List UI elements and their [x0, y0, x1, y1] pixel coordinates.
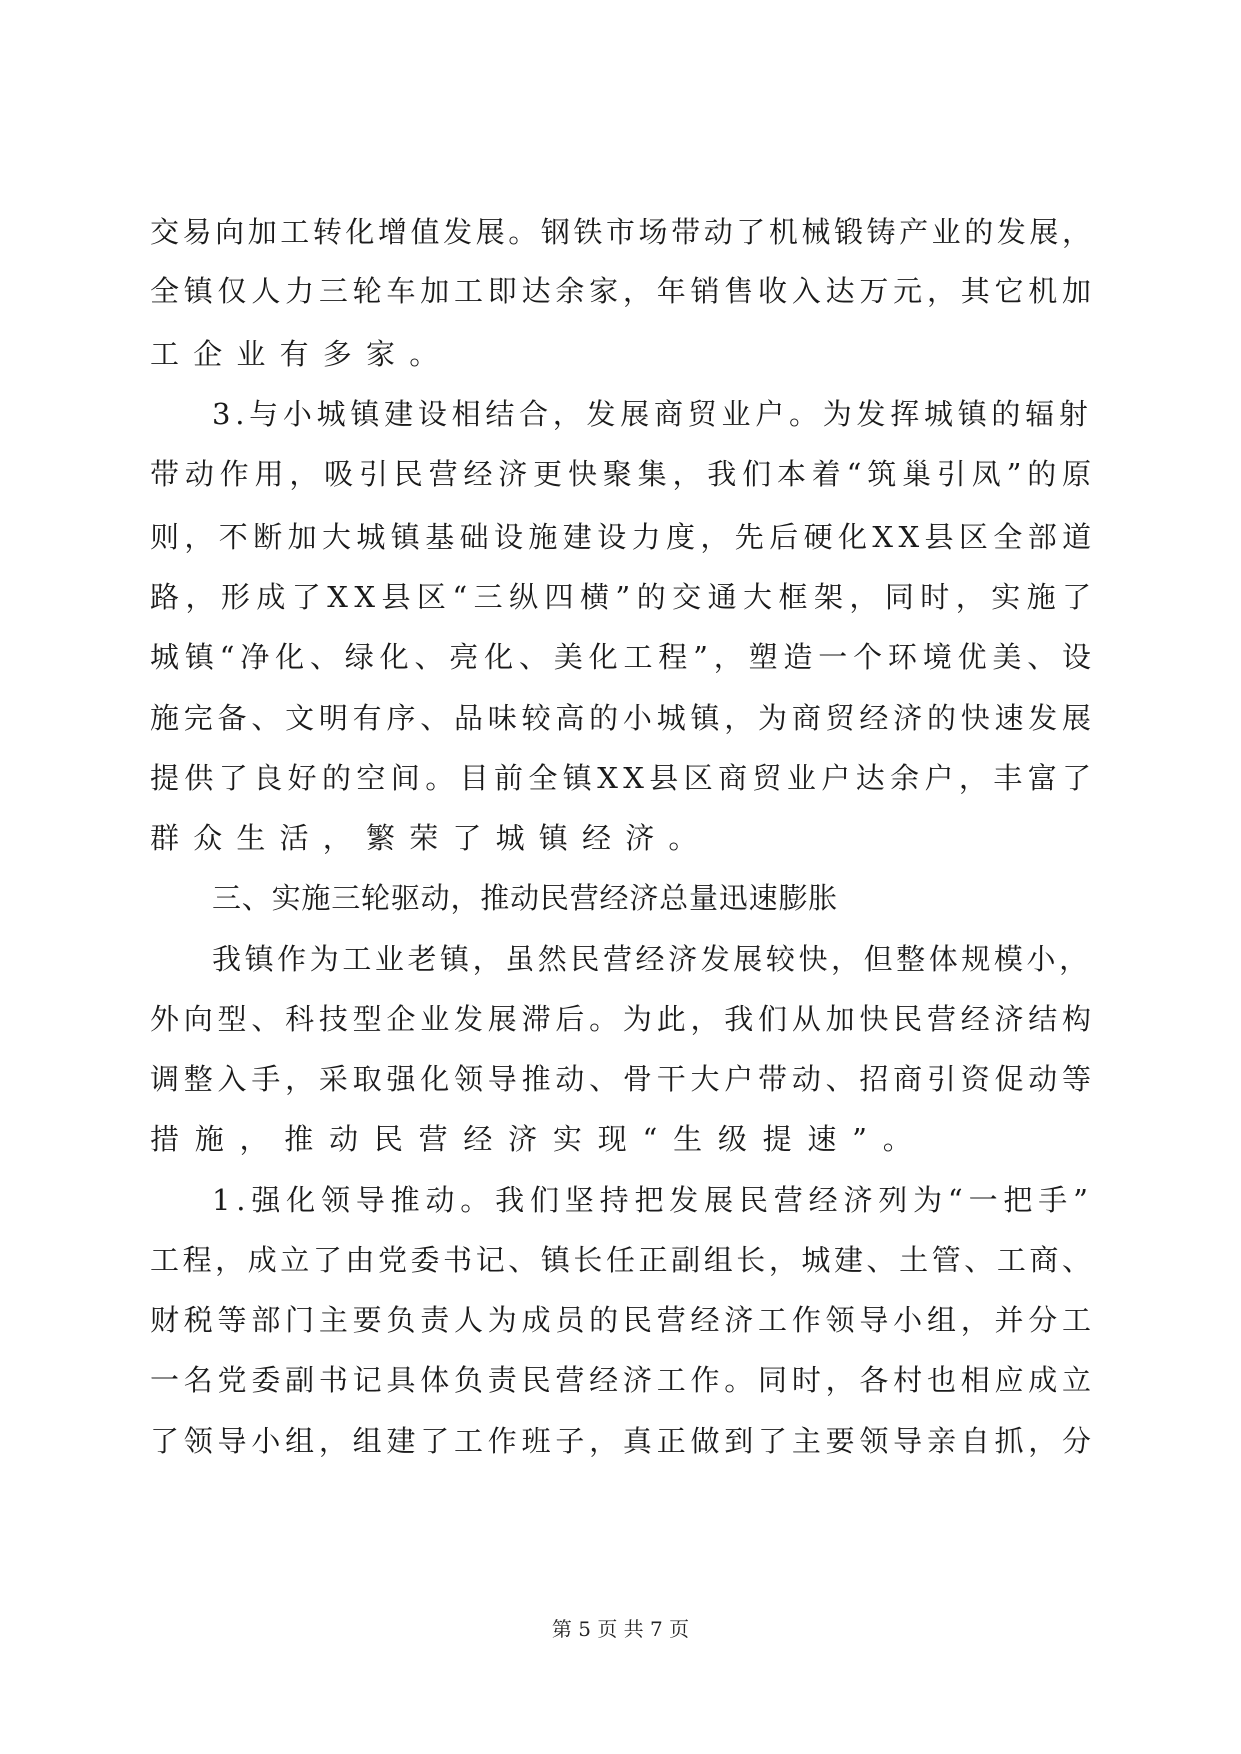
- text-line: [0, 577, 1241, 617]
- text-line-content: 城镇“净化、绿化、亮化、美化工程”，塑造一个环境优美、设: [150, 640, 1097, 674]
- text-line-content: 3.与小城镇建设相结合，发展商贸业户。为发挥城镇的辐射: [212, 397, 1093, 431]
- text-line-content: 工企业有多家。: [150, 337, 453, 371]
- text-line-content: 路，形成了XX县区“三纵四横”的交通大框架，同时，实施了: [150, 580, 1098, 614]
- text-line: [0, 517, 1241, 557]
- text-line: [0, 1119, 1241, 1159]
- text-line: [0, 1240, 1241, 1280]
- text-line-content: 我镇作为工业老镇，虽然民营经济发展较快，但整体规模小，: [212, 942, 1092, 976]
- text-line-content: 全镇仅人力三轮车加工即达余家，年销售收入达万元，其它机加: [150, 274, 1096, 308]
- text-line: [0, 334, 1241, 374]
- text-line-content: 群众生活，繁荣了城镇经济。: [150, 821, 712, 855]
- text-line: [0, 999, 1241, 1039]
- text-line-content: 1.强化领导推动。我们坚持把发展民营经济列为“一把手”: [212, 1183, 1094, 1217]
- text-line: [0, 637, 1241, 677]
- text-line-content: 带动作用，吸引民营经济更快聚集，我们本着“筑巢引凤”的原: [150, 457, 1097, 491]
- text-line: [0, 394, 1241, 434]
- text-line-content: 三、实施三轮驱动，推动民营经济总量迅速膨胀: [212, 881, 839, 915]
- section-heading: [0, 878, 1241, 918]
- text-line: [0, 271, 1241, 311]
- text-line-content: 交易向加工转化增值发展。钢铁市场带动了机械锻铸产业的发展，: [150, 215, 1095, 249]
- text-line-content: 施完备、文明有序、品味较高的小城镇，为商贸经济的快速发展: [150, 701, 1096, 735]
- text-line: [0, 1300, 1241, 1340]
- text-line: [0, 1360, 1241, 1400]
- text-line-content: 财税等部门主要负责人为成员的民营经济工作领导小组，并分工: [150, 1303, 1096, 1337]
- text-line-content: 一名党委副书记具体负责民营经济工作。同时，各村也相应成立: [150, 1363, 1096, 1397]
- text-line: [0, 1421, 1241, 1461]
- text-line: [0, 454, 1241, 494]
- text-line-content: 则，不断加大城镇基础设施建设力度，先后硬化XX县区全部道: [150, 520, 1097, 554]
- text-line-content: 提供了良好的空间。目前全镇XX县区商贸业户达余户，丰富了: [150, 761, 1097, 795]
- page-footer: 第 5 页 共 7 页: [551, 1617, 690, 1641]
- text-line-content: 措施，推动民营经济实现“生级提速”。: [150, 1122, 928, 1156]
- text-line: [0, 758, 1241, 798]
- text-line: [0, 212, 1241, 252]
- text-line-content: 外向型、科技型企业发展滞后。为此，我们从加快民营经济结构: [150, 1002, 1096, 1036]
- text-line: [0, 1180, 1241, 1220]
- text-line: [0, 698, 1241, 738]
- text-line: [0, 1059, 1241, 1099]
- text-line-content: 调整入手，采取强化领导推动、骨干大户带动、招商引资促动等: [150, 1062, 1096, 1096]
- text-line-content: 了领导小组，组建了工作班子，真正做到了主要领导亲自抓，分: [150, 1424, 1096, 1458]
- text-line: [0, 939, 1241, 979]
- text-line: [0, 818, 1241, 858]
- text-line-content: 工程，成立了由党委书记、镇长任正副组长，城建、土管、工商、: [150, 1243, 1095, 1277]
